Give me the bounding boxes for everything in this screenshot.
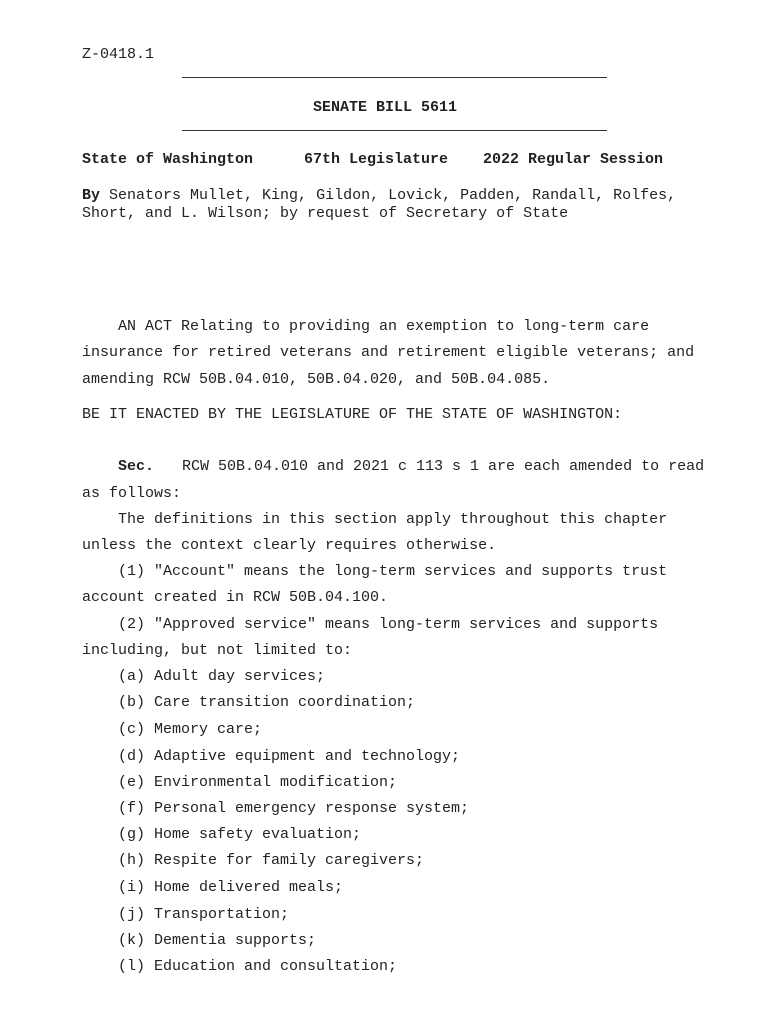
definitions-intro-2: unless the context clearly requires otherwise.: [82, 537, 497, 554]
definitions-intro-1: The definitions in this section apply throughout this chapter: [82, 511, 668, 528]
list-item: (j) Transportation;: [118, 906, 290, 923]
by-label: By: [82, 187, 101, 204]
session-legislature: 67th Legislature: [304, 151, 449, 168]
list-item: (h) Respite for family caregivers;: [118, 852, 425, 869]
section-line-1: RCW 50B.04.010 and 2021 c 113 s 1 are each amended to read: [182, 458, 705, 475]
section-line-2: as follows:: [82, 485, 182, 502]
list-item: (a) Adult day services;: [118, 668, 326, 685]
sponsors-text-1: Senators Mullet, King, Gildon, Lovick, Padden, Randall, Rolfes,: [109, 187, 677, 204]
list-item: (f) Personal emergency response system;: [118, 800, 470, 817]
act-line-3: amending RCW 50B.04.010, 50B.04.020, and 50B.04.085.: [82, 371, 551, 388]
list-item: (c) Memory care;: [118, 721, 263, 738]
act-line-2: insurance for retired veterans and retirement eligible veterans; and: [82, 344, 695, 361]
list-item: (b) Care transition coordination;: [118, 694, 416, 711]
sponsors-line-2: Short, and L. Wilson; by request of Secretary of State: [82, 205, 569, 222]
enacting-clause: BE IT ENACTED BY THE LEGISLATURE OF THE STATE OF WASHINGTON:: [82, 406, 623, 423]
title-rule-bottom: [182, 130, 607, 131]
definition-2-line-1: (2) "Approved service" means long-term services and supports: [82, 616, 659, 633]
list-item: (i) Home delivered meals;: [118, 879, 344, 896]
list-item: (d) Adaptive equipment and technology;: [118, 748, 461, 765]
sponsors-line-1: [82, 187, 676, 205]
definition-1-line-1: (1) "Account" means the long-term services and supports trust: [82, 563, 668, 580]
act-line-1: AN ACT Relating to providing an exemption to long-term care: [82, 318, 650, 335]
document-id: Z-0418.1: [82, 46, 155, 63]
list-item: (g) Home safety evaluation;: [118, 826, 362, 843]
title-rule-top: [182, 77, 607, 78]
definition-2-line-2: including, but not limited to:: [82, 642, 353, 659]
list-item: (e) Environmental modification;: [118, 774, 398, 791]
list-item: (k) Dementia supports;: [118, 932, 317, 949]
session-state: State of Washington: [82, 151, 254, 168]
list-item: (l) Education and consultation;: [118, 958, 398, 975]
definition-1-line-2: account created in RCW 50B.04.100.: [82, 589, 389, 606]
session-name: 2022 Regular Session: [483, 151, 664, 168]
section-label: Sec.: [118, 458, 155, 475]
bill-title: SENATE BILL 5611: [312, 99, 458, 116]
